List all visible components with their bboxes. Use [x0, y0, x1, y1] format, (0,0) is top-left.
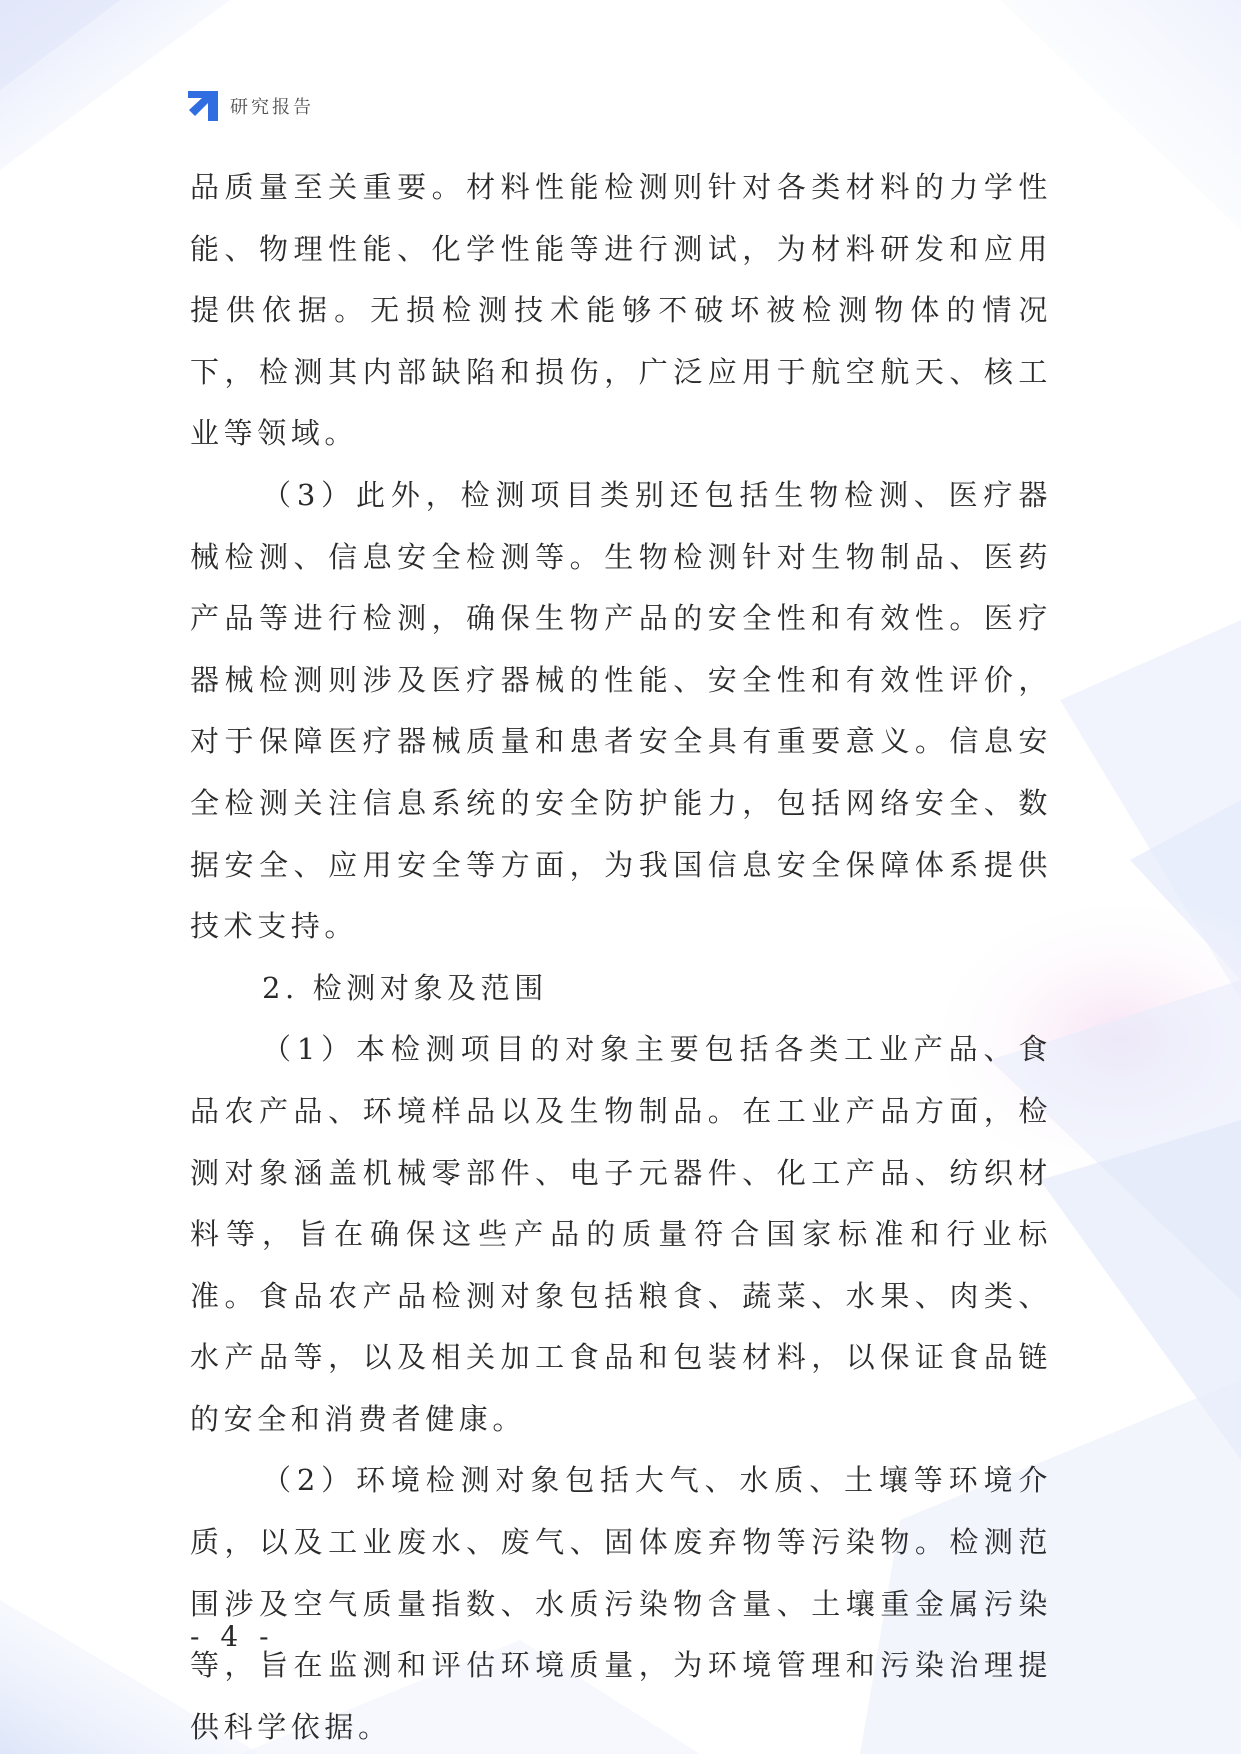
paragraph-other-categories: （3）此外，检测项目类别还包括生物检测、医疗器械检测、信息安全检测等。生物检测针对生物制品、医药产品等进行检测，确保生物产品的安全性和有效性。医疗器械检测则涉及医疗器械的性能、安全性和有效性评价，对于保障医疗器械质量和患者安全具有重要意义。信息安全检测关注信息系统的安全防护能力，包括网络安全、数据安全、应用安全等方面，为我国信息安全保障体系提供技术支持。 — [190, 477, 1052, 944]
arrow-up-right-icon — [186, 89, 220, 123]
header-title: 研究报告 — [230, 97, 314, 118]
report-header — [186, 88, 314, 124]
page-number: - 4 - — [190, 1620, 275, 1653]
paragraph-environment-testing: （2）环境检测对象包括大气、水质、土壤等环境介质，以及工业废水、废气、固体废弃物等污染物。检测范围涉及空气质量指数、水质污染物含量、土壤重金属污染等，旨在监测和评估环境质量，为环境管理和污染治理提供科学依据。 — [190, 1463, 1052, 1744]
paragraph-material-testing: 品质量至关重要。材料性能检测则针对各类材料的力学性能、物理性能、化学性能等进行测试，为材料研发和应用提供依据。无损检测技术能够不破坏被检测物体的情况下，检测其内部缺陷和损伤，广泛应用于航空航天、核工业等领域。 — [190, 170, 1052, 451]
paragraph-test-objects: （1）本检测项目的对象主要包括各类工业产品、食品农产品、环境样品以及生物制品。在工业产品方面，检测对象涵盖机械零部件、电子元器件、化工产品、纺织材料等，旨在确保这些产品的质量符合国家标准和行业标准。食品农产品检测对象包括粮食、蔬菜、水果、肉类、水产品等，以及相关加工食品和包装材料，以保证食品链的安全和消费者健康。 — [190, 1032, 1052, 1436]
document-body — [190, 157, 1052, 1758]
section-heading: 2. 检测对象及范围 — [262, 970, 548, 1005]
